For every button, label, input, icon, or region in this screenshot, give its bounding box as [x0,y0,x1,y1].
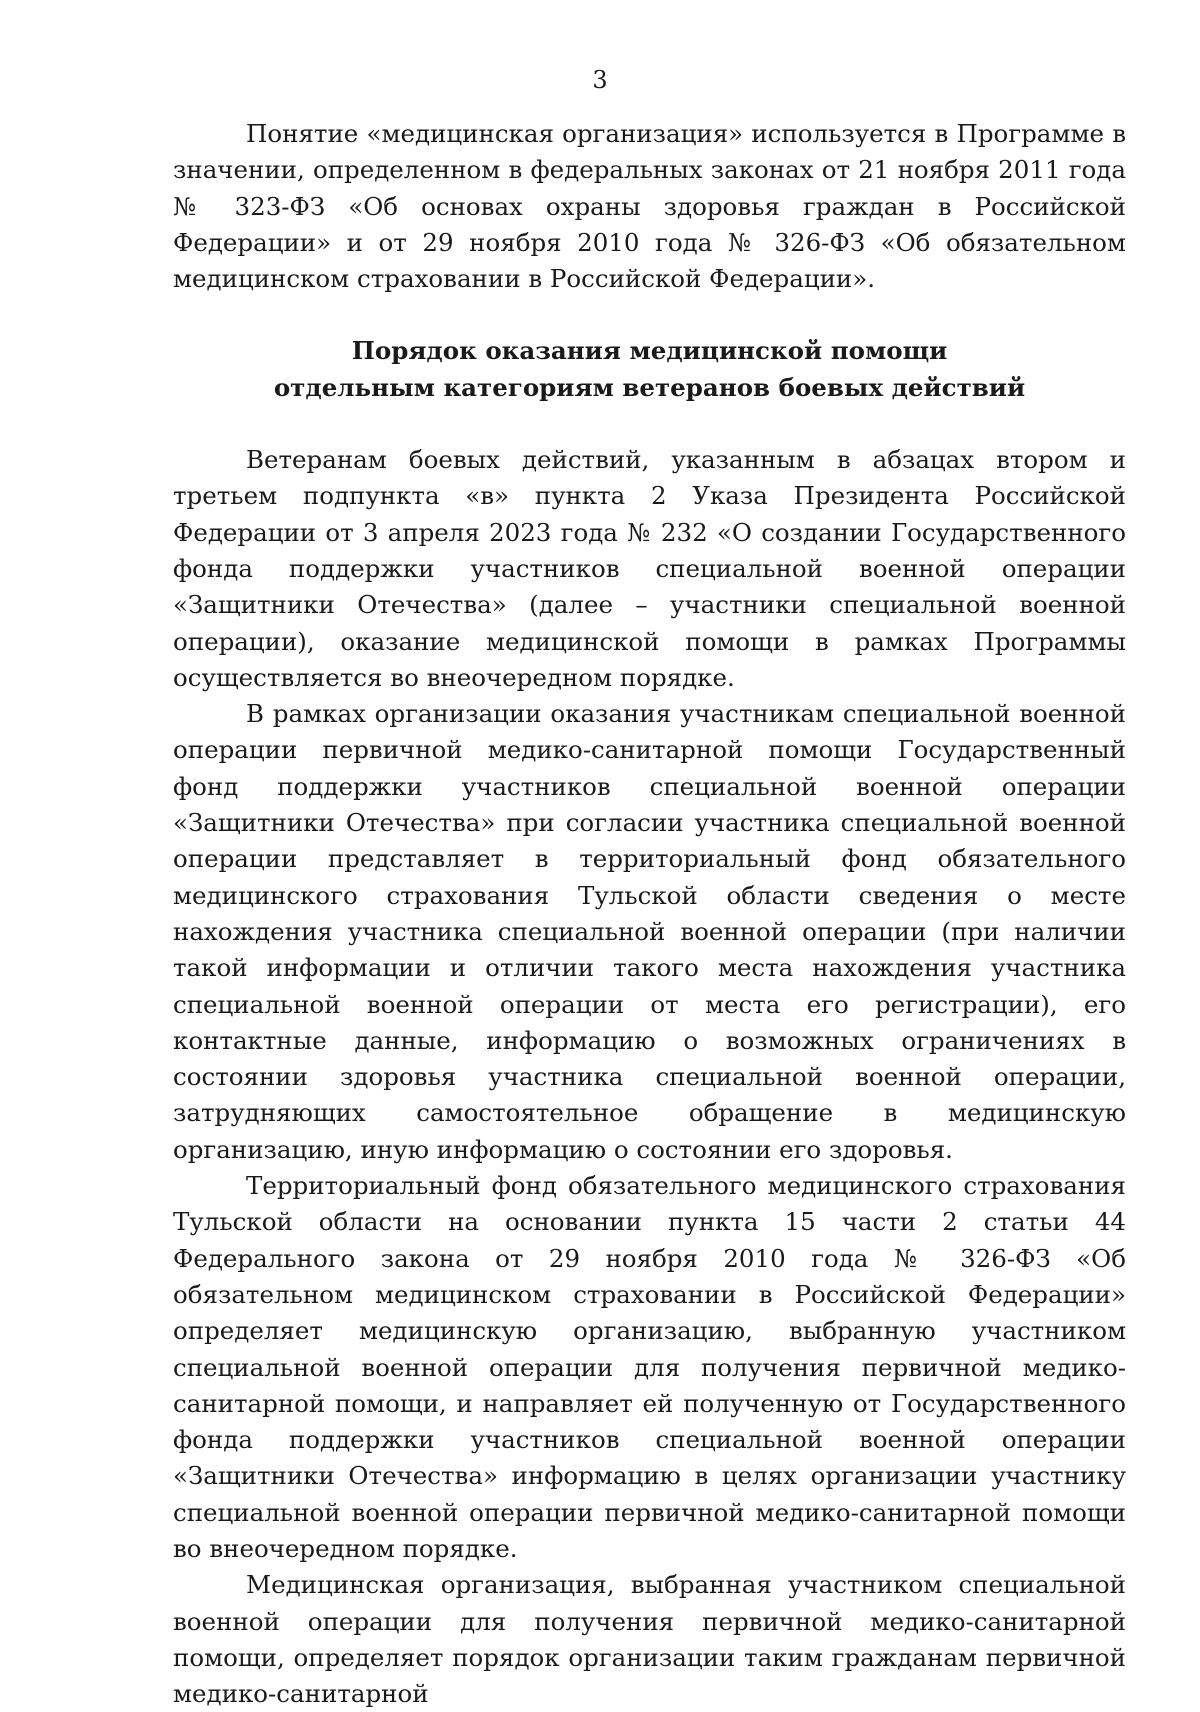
section-heading [173,333,1126,406]
section-heading-line-2: отдельным категориям ветеранов боевых действий [273,372,1026,402]
body-paragraph: Медицинская организация, выбранная участником специальной военной операции для получения первичной медико-санитарной помощи, определяет порядок организации таким гражданам первичной медико-санитарной [173,1570,1126,1709]
body-paragraph: Территориальный фонд обязательного медицинского страхования Тульской области на основании пункта 15 части 2 статьи 44 Федерального закона от 29 ноября 2010 года № 326-ФЗ «Об обязательном медицинском страховании в Российской Федерации» определяет медицинскую организацию, выбранную участником специальной военной операции для получения первичной медико-санитарной помощи, и направляет ей полученную от Государственного фонда поддержки участников специальной военной операции «Защитники Отечества» информацию в целях организации участнику специальной военной операции первичной медико-санитарной помощи во внеочередном порядке. [173,1171,1126,1563]
page-number: 3 [592,66,608,94]
section-heading-line-1: Порядок оказания медицинской помощи [351,336,948,366]
body-paragraph: В рамках организации оказания участникам специальной военной операции первичной медико-санитарной помощи Государственный фонд поддержки участников специальной военной операции «Защитники Отечества» при согласии участника специальной военной операции представляет в территориальный фонд обязательного медицинского страхования Тульской области сведения о месте нахождения участника специальной военной операции (при наличии такой информации и отличии такого места нахождения участника специальной военной операции от места его регистрации), его контактные данные, информацию о возможных ограничениях в состоянии здоровья участника специальной военной операции, затрудняющих самостоятельное обращение в медицинскую организацию, иную информацию о состоянии его здоровья. [173,699,1126,1164]
page-content [173,116,1126,1712]
intro-paragraph: Понятие «медицинская организация» используется в Программе в значении, определенном в федеральных законах от 21 ноября 2011 года № 323-ФЗ «Об основах охраны здоровья граждан в Российской Федерации» и от 29 ноября 2010 года № 326-ФЗ «Об обязательном медицинском страховании в Российской Федерации». [173,119,1126,294]
body-paragraph: Ветеранам боевых действий, указанным в абзацах втором и третьем подпункта «в» пункта 2 Указа Президента Российской Федерации от 3 апреля 2023 года № 232 «О создании Государственного фонда поддержки участников специальной военной операции «Защитники Отечества» (далее – участники специальной военной операции), оказание медицинской помощи в рамках Программы осуществляется во внеочередном порядке. [173,445,1126,692]
